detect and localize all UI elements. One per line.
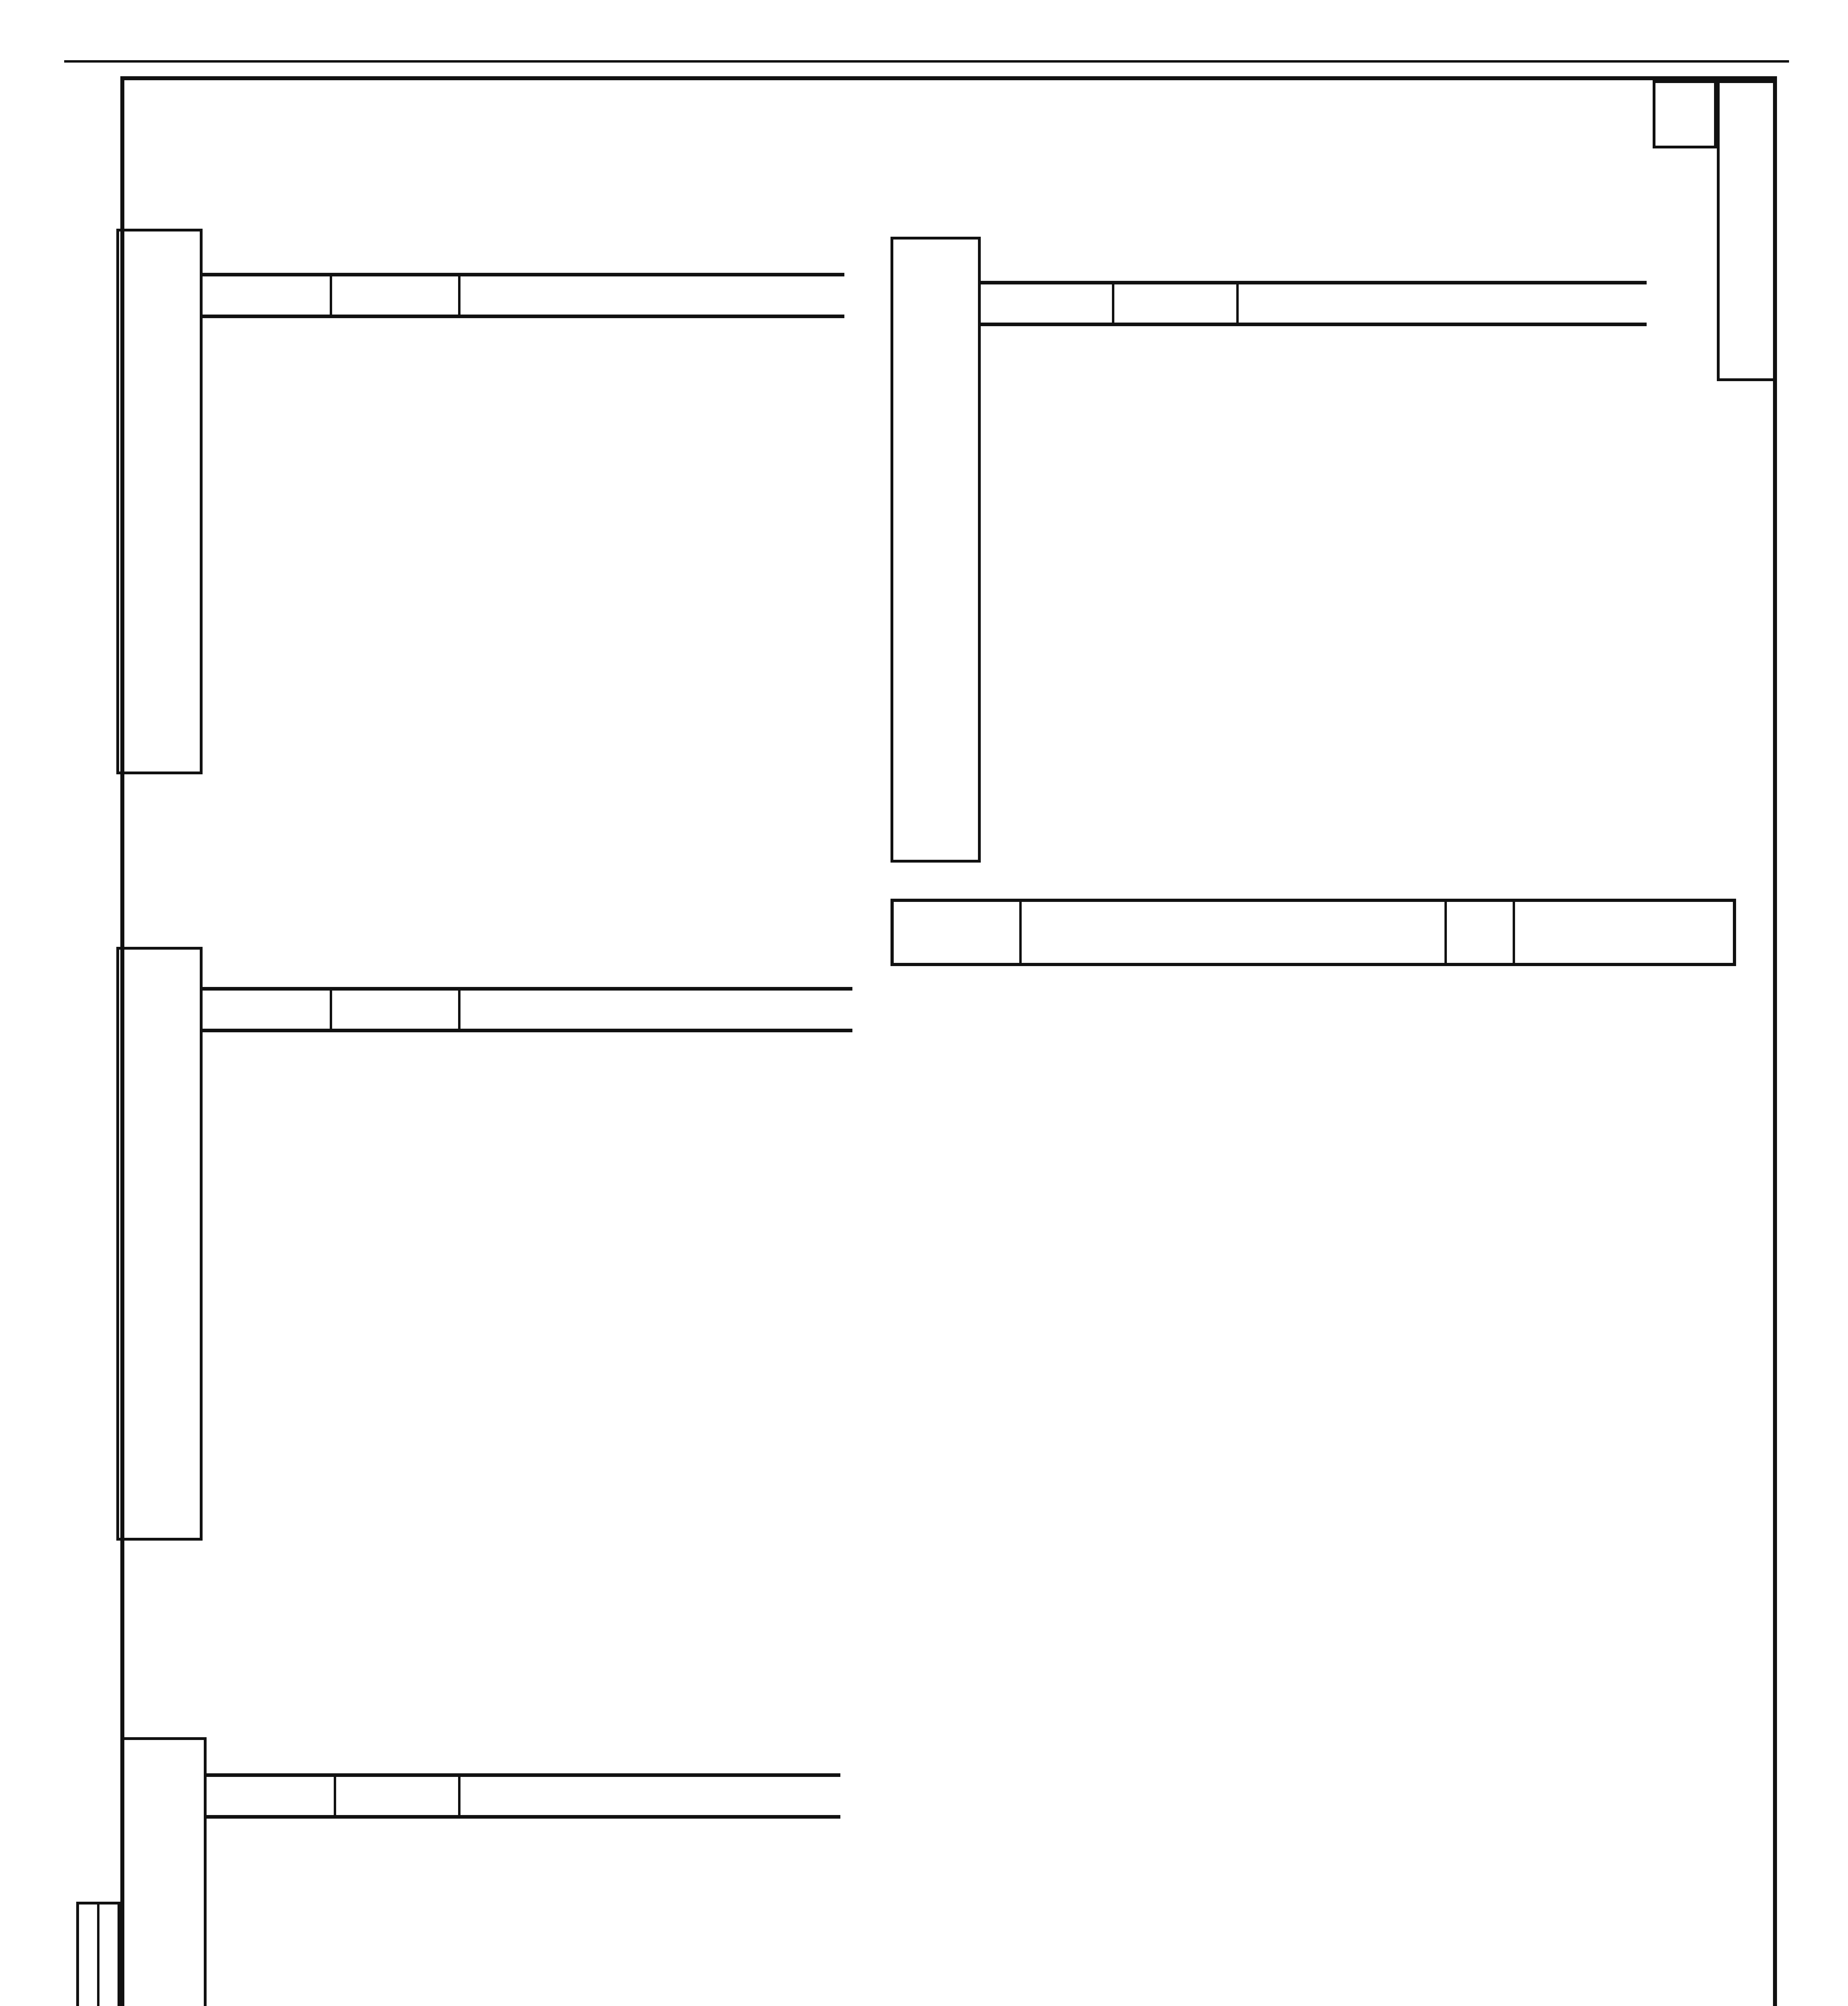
components-table xyxy=(891,899,1736,966)
top-rule xyxy=(64,60,1789,63)
a4-table xyxy=(203,273,844,318)
a1-header-addr xyxy=(1237,283,1647,325)
a1-header-pos xyxy=(1113,283,1237,325)
a4-header-out xyxy=(203,275,331,317)
a3-header-addr xyxy=(459,989,852,1031)
comp-header-note xyxy=(1514,900,1734,964)
a1-label-box xyxy=(891,237,981,863)
a4-header-addr xyxy=(459,275,844,317)
a4-label-box xyxy=(116,229,203,774)
left-strip xyxy=(76,1902,120,2006)
a3-header-pos xyxy=(331,989,459,1031)
a3-table xyxy=(203,987,852,1032)
a3-header-out xyxy=(203,989,331,1031)
a2-header-out xyxy=(207,1775,335,1817)
a4-header-pos xyxy=(331,275,459,317)
left-strip-divider xyxy=(97,1904,99,2006)
a2-label-box xyxy=(120,1737,207,2006)
a2-table xyxy=(207,1773,840,1819)
comp-header-qty xyxy=(1446,900,1514,964)
a1-header-out xyxy=(981,283,1113,325)
a2-header-addr xyxy=(459,1775,840,1817)
a2-header-pos xyxy=(335,1775,459,1817)
a1-table xyxy=(981,281,1647,326)
comp-header-pos xyxy=(892,900,1020,964)
a3-label-box xyxy=(116,947,203,1541)
comp-header-name xyxy=(1020,900,1446,964)
sheet-number-box xyxy=(1653,80,1717,148)
code-vertical-box xyxy=(1717,80,1777,381)
